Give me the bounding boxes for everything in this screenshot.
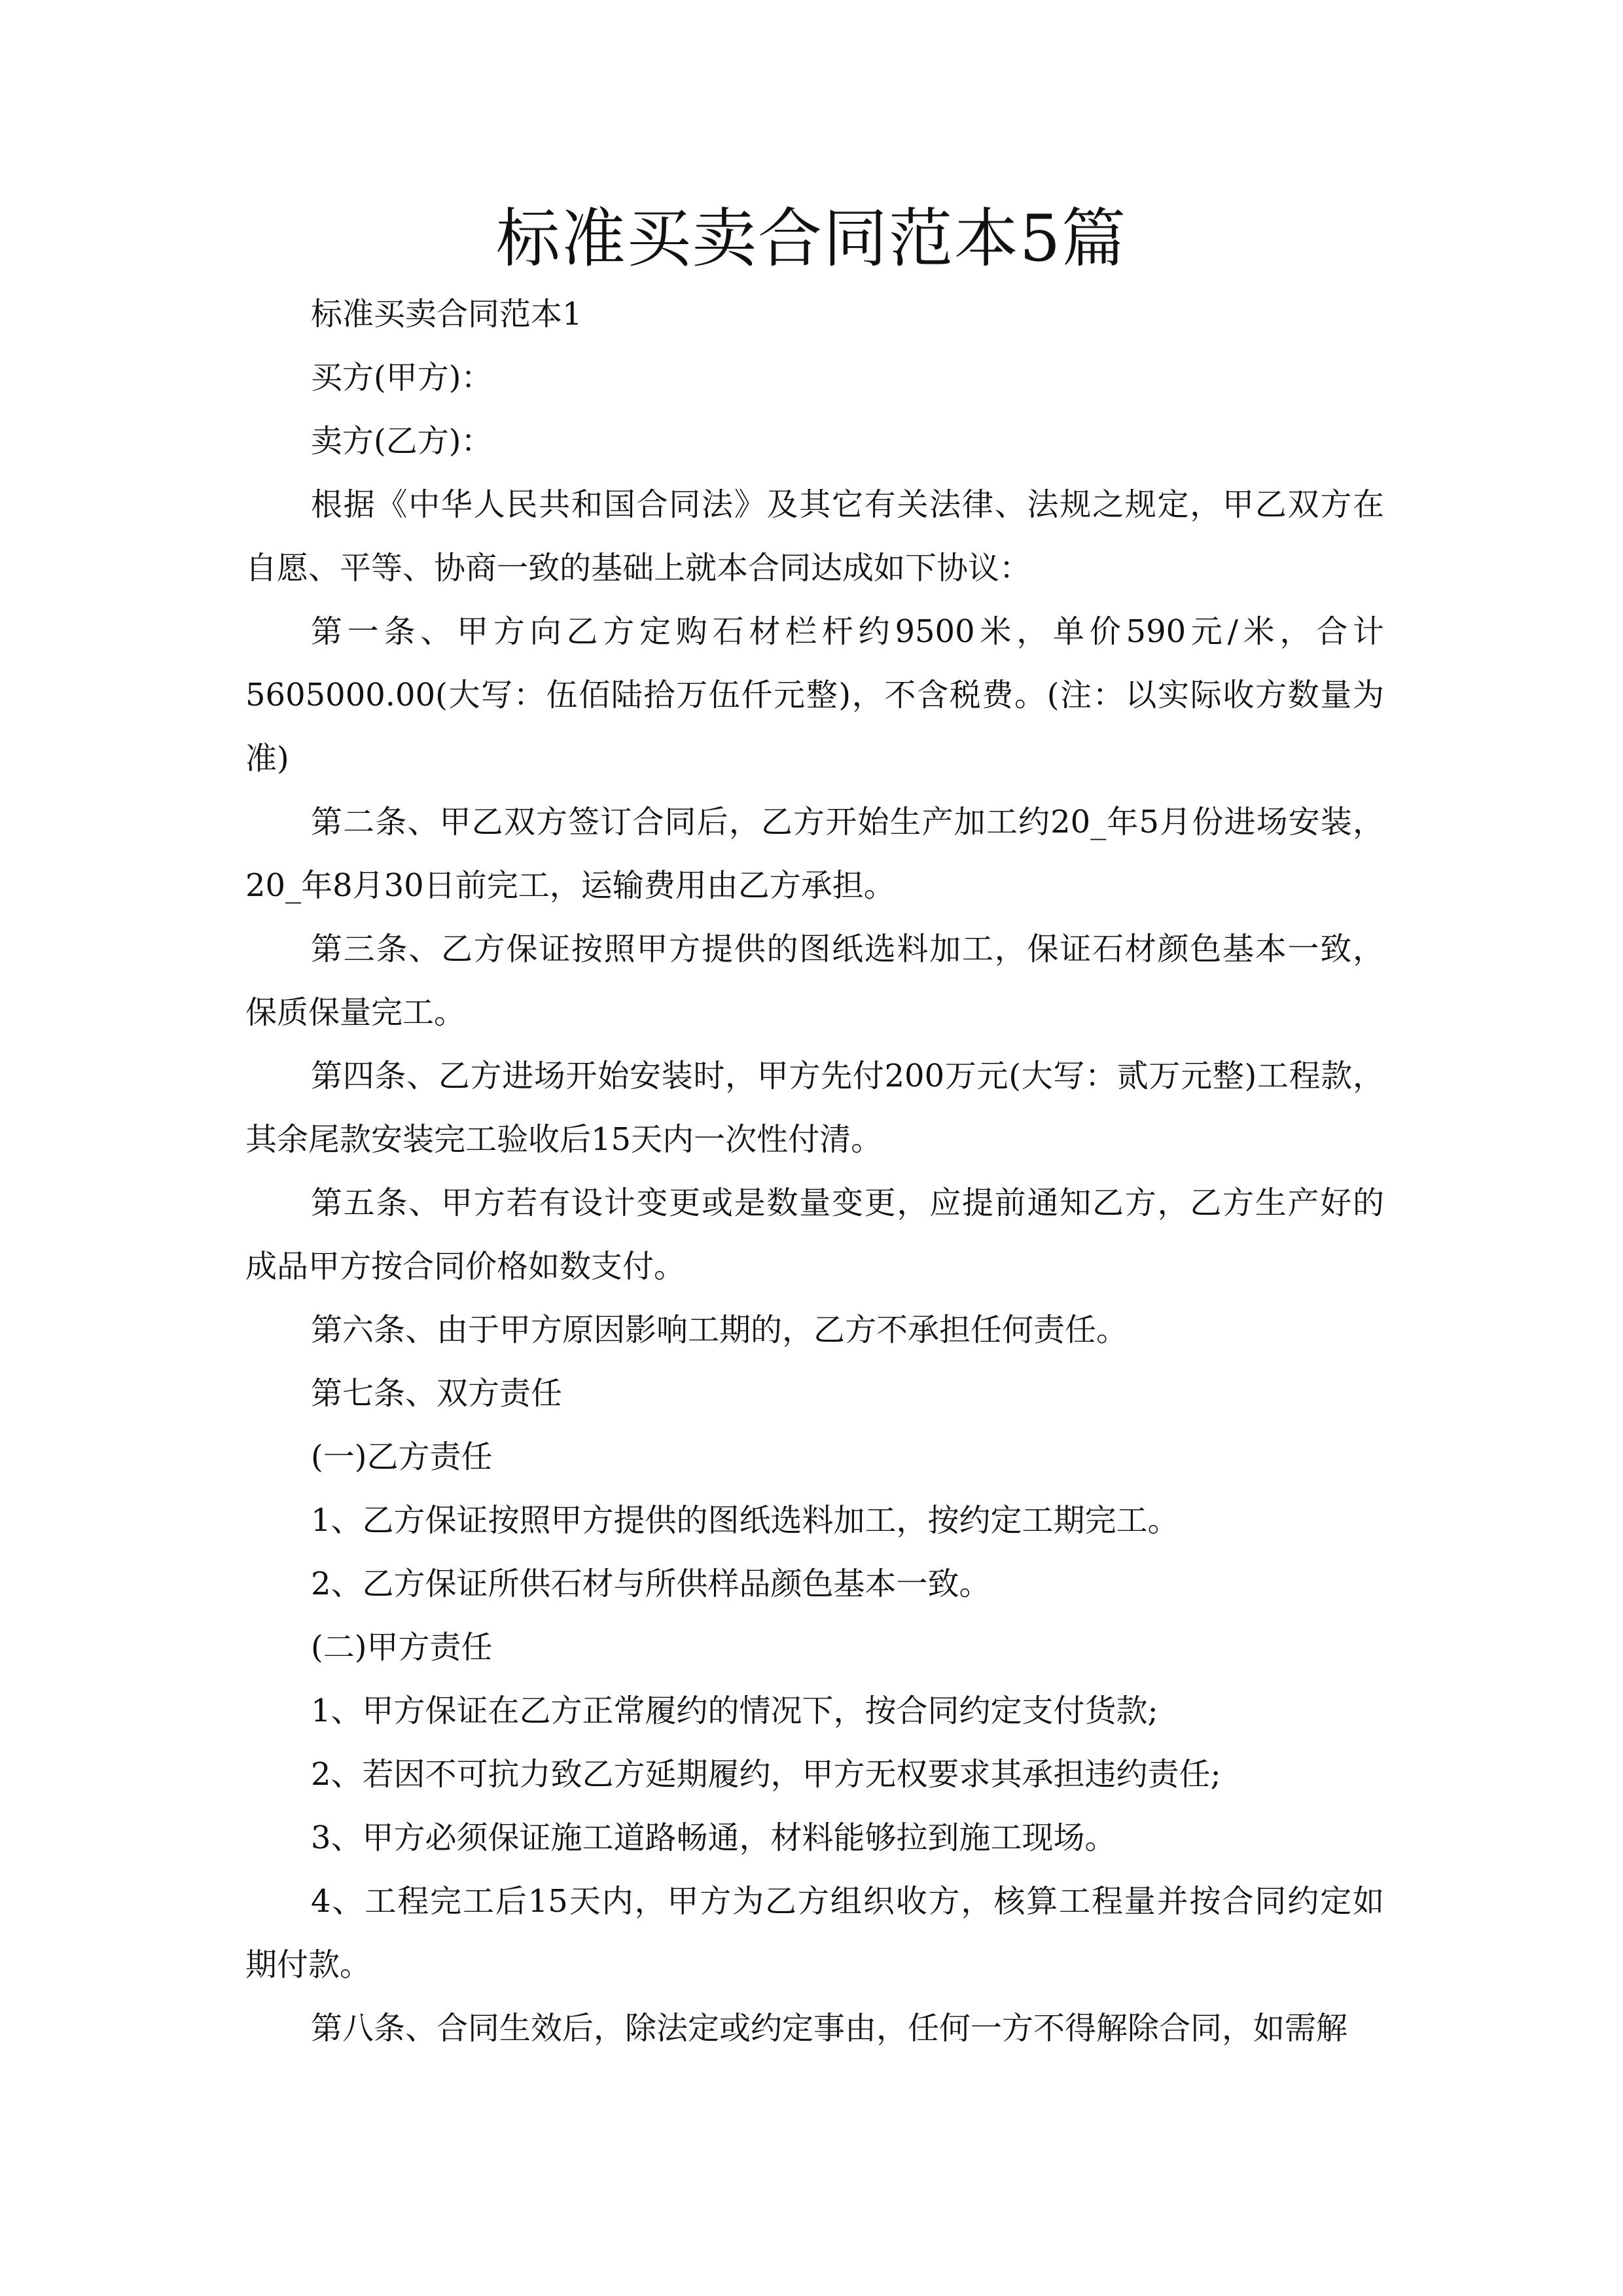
paragraph-line: 4、工程完工后15天内，甲方为乙方组织收方，核算工程量并按合同约定如 xyxy=(311,1883,1384,1920)
paragraph-line: 3、甲方必须保证施工道路畅通，材料能够拉到施工现场。 xyxy=(311,1820,1116,1856)
paragraph-line: 1、乙方保证按照甲方提供的图纸选料加工，按约定工期完工。 xyxy=(311,1502,1179,1539)
paragraph xyxy=(245,1045,1384,1172)
paragraph xyxy=(245,1806,1384,1870)
paragraph xyxy=(245,1616,1384,1679)
paragraph xyxy=(245,600,1384,791)
paragraph-line: 2、乙方保证所供石材与所供样品颜色基本一致。 xyxy=(311,1566,991,1602)
paragraph-line: 买方(甲方)： xyxy=(311,359,493,396)
paragraph-line: 5605000.00(大写：伍佰陆拾万伍仟元整)，不含税费。(注：以实际收方数量为 xyxy=(245,677,1384,713)
paragraph xyxy=(245,1997,1384,2060)
paragraph xyxy=(245,1489,1384,1552)
paragraph-line: 第八条、合同生效后，除法定或约定事由，任何一方不得解除合同，如需解 xyxy=(311,2010,1348,2047)
paragraph xyxy=(245,1743,1384,1806)
paragraph xyxy=(245,1299,1384,1362)
paragraph-line: 第四条、乙方进场开始安装时，甲方先付200万元(大写：贰万元整)工程款， xyxy=(311,1058,1384,1094)
paragraph-line: 根据《中华人民共和国合同法》及其它有关法律、法规之规定，甲乙双方在 xyxy=(311,486,1384,523)
paragraph-line: 第二条、甲乙双方签订合同后，乙方开始生产加工约20_年5月份进场安装， xyxy=(311,804,1384,840)
paragraph xyxy=(245,1679,1384,1743)
paragraph xyxy=(245,1426,1384,1489)
paragraph-line: (一)乙方责任 xyxy=(311,1439,493,1475)
paragraph-line: 其余尾款安装完工验收后15天内一次性付清。 xyxy=(245,1121,883,1158)
paragraph-line: 自愿、平等、协商一致的基础上就本合同达成如下协议： xyxy=(245,550,1031,586)
paragraph xyxy=(245,1552,1384,1616)
paragraph-line: 标准买卖合同范本1 xyxy=(311,296,582,332)
paragraph xyxy=(245,1362,1384,1426)
paragraph-line: 成品甲方按合同价格如数支付。 xyxy=(245,1248,686,1285)
paragraph-line: 期付款。 xyxy=(245,1946,372,1983)
document-body xyxy=(245,283,1384,2060)
paragraph xyxy=(245,283,1384,346)
paragraph xyxy=(245,346,1384,410)
paragraph-line: 第六条、由于甲方原因影响工期的，乙方不承担任何责任。 xyxy=(311,1312,1128,1348)
paragraph-line: 1、甲方保证在乙方正常履约的情况下，按合同约定支付货款; xyxy=(311,1693,1158,1729)
paragraph xyxy=(245,791,1384,918)
paragraph xyxy=(245,1172,1384,1299)
paragraph-line: 2、若因不可抗力致乙方延期履约，甲方无权要求其承担违约责任; xyxy=(311,1756,1221,1793)
paragraph-line: (二)甲方责任 xyxy=(311,1629,493,1666)
paragraph-line: 第三条、乙方保证按照甲方提供的图纸选料加工，保证石材颜色基本一致， xyxy=(311,931,1384,967)
paragraph-line: 20_年8月30日前完工，运输费用由乙方承担。 xyxy=(245,867,895,904)
paragraph xyxy=(245,918,1384,1045)
paragraph-line: 保质保量完工。 xyxy=(245,994,466,1031)
paragraph-line: 卖方(乙方)： xyxy=(311,423,493,459)
paragraph xyxy=(245,410,1384,473)
paragraph xyxy=(245,473,1384,600)
paragraph-line: 第五条、甲方若有设计变更或是数量变更，应提前通知乙方，乙方生产好的 xyxy=(311,1185,1384,1221)
paragraph-line: 准) xyxy=(245,740,289,777)
document-title: 标准买卖合同范本5篇 xyxy=(495,202,1128,276)
paragraph xyxy=(245,1870,1384,1997)
paragraph-line: 第一条、甲方向乙方定购石材栏杆约9500米，单价590元/米，合计 xyxy=(311,613,1384,650)
paragraph-line: 第七条、双方责任 xyxy=(311,1375,563,1412)
